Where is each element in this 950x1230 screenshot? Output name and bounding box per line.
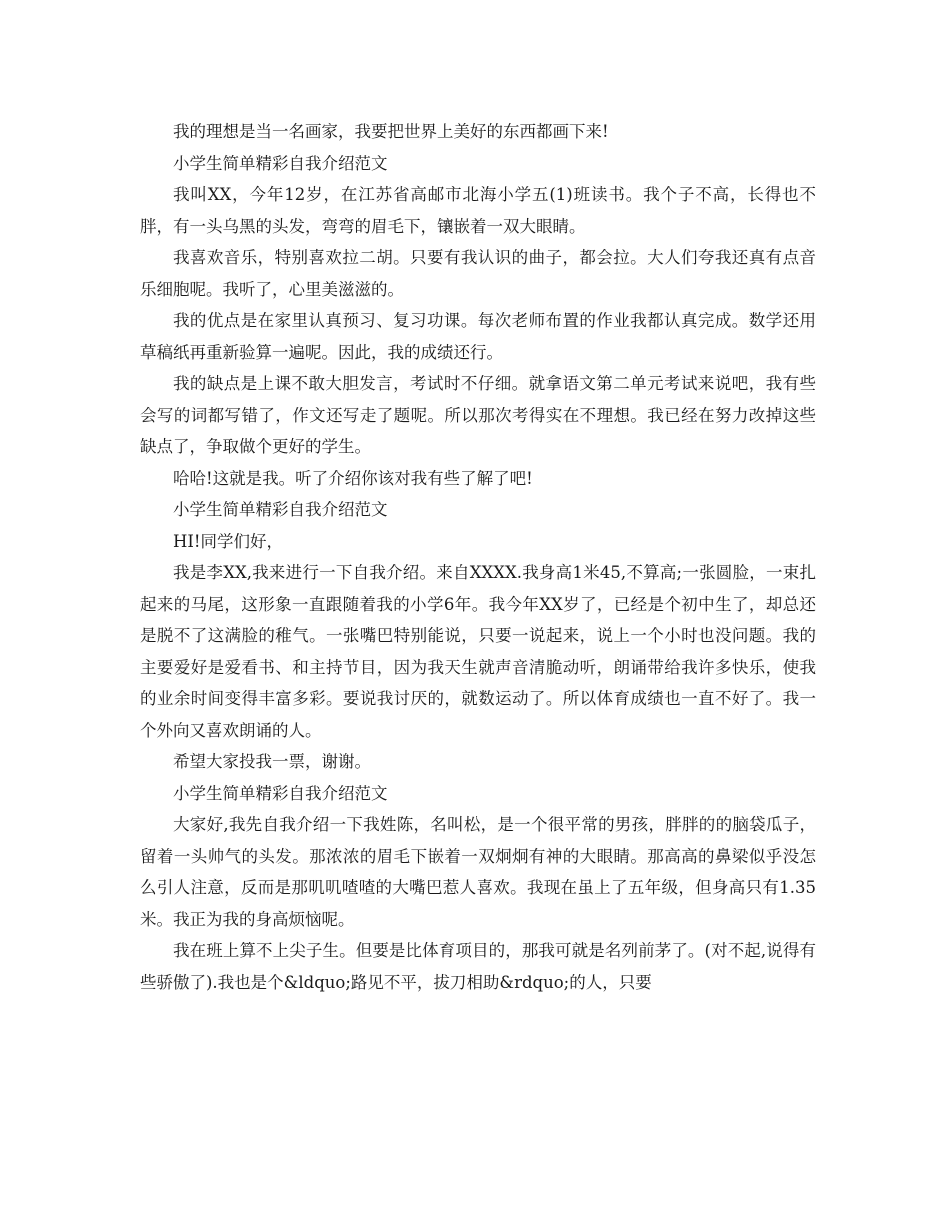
paragraph: 大家好,我先自我介绍一下我姓陈，名叫松，是一个很平常的男孩，胖胖的的脑袋瓜子，留着一头帅气的头发。那浓浓的眉毛下嵌着一双炯炯有神的大眼睛。那高高的鼻梁似乎没怎么引人注意，反而是那叽叽喳喳的大嘴巴惹人喜欢。我现在虽上了五年级，但身高只有1.35米。我正为我的身高烦恼呢。 [140, 815, 816, 929]
paragraph: 我的缺点是上课不敢大胆发言，考试时不仔细。就拿语文第二单元考试来说吧，我有些会写的词都写错了，作文还写走了题呢。所以那次考得实在不理想。我已经在努力改掉这些缺点了，争取做个更好的学生。 [140, 374, 816, 456]
section-heading: 小学生简单精彩自我介绍范文 [173, 153, 388, 173]
paragraph: 哈哈!这就是我。听了介绍你该对我有些了解了吧! [173, 468, 533, 488]
paragraph: 我在班上算不上尖子生。但要是比体育项目的，那我可就是名列前茅了。(对不起,说得有些骄傲了).我也是个&ldquo;路见不平，拔刀相助&rdquo;的人，只要 [140, 941, 816, 992]
paragraph: 我是李XX,我来进行一下自我介绍。来自XXXX.我身高1米45,不算高;一张圆脸，一束扎起来的马尾，这形象一直跟随着我的小学6年。我今年XX岁了，已经是个初中生了，却总还是脱不了这满脸的稚气。一张嘴巴特别能说，只要一说起来，说上一个小时也没问题。我的主要爱好是爱看书、和主持节目，因为我天生就声音清脆动听，朗诵带给我许多快乐，使我的业余时间变得丰富多彩。要说我讨厌的，就数运动了。所以体育成绩也一直不好了。我一个外向又喜欢朗诵的人。 [140, 563, 816, 740]
paragraph: 希望大家投我一票，谢谢。 [173, 752, 371, 771]
paragraph: 我的优点是在家里认真预习、复习功课。每次老师布置的作业我都认真完成。数学还用草稿纸再重新验算一遍呢。因此，我的成绩还行。 [140, 311, 816, 362]
paragraph: 我叫XX，今年12岁，在江苏省高邮市北海小学五(1)班读书。我个子不高，长得也不胖，有一头乌黑的头发，弯弯的眉毛下，镶嵌着一双大眼睛。 [140, 185, 816, 236]
paragraph: 我的理想是当一名画家，我要把世界上美好的东西都画下来! [173, 122, 609, 141]
document-page [140, 116, 816, 998]
section-heading: 小学生简单精彩自我介绍范文 [173, 783, 388, 803]
paragraph: HI!同学们好， [173, 531, 284, 551]
paragraph: 我喜欢音乐，特别喜欢拉二胡。只要有我认识的曲子，都会拉。大人们夸我还真有点音乐细胞呢。我听了，心里美滋滋的。 [140, 248, 816, 299]
section-heading: 小学生简单精彩自我介绍范文 [173, 500, 388, 519]
